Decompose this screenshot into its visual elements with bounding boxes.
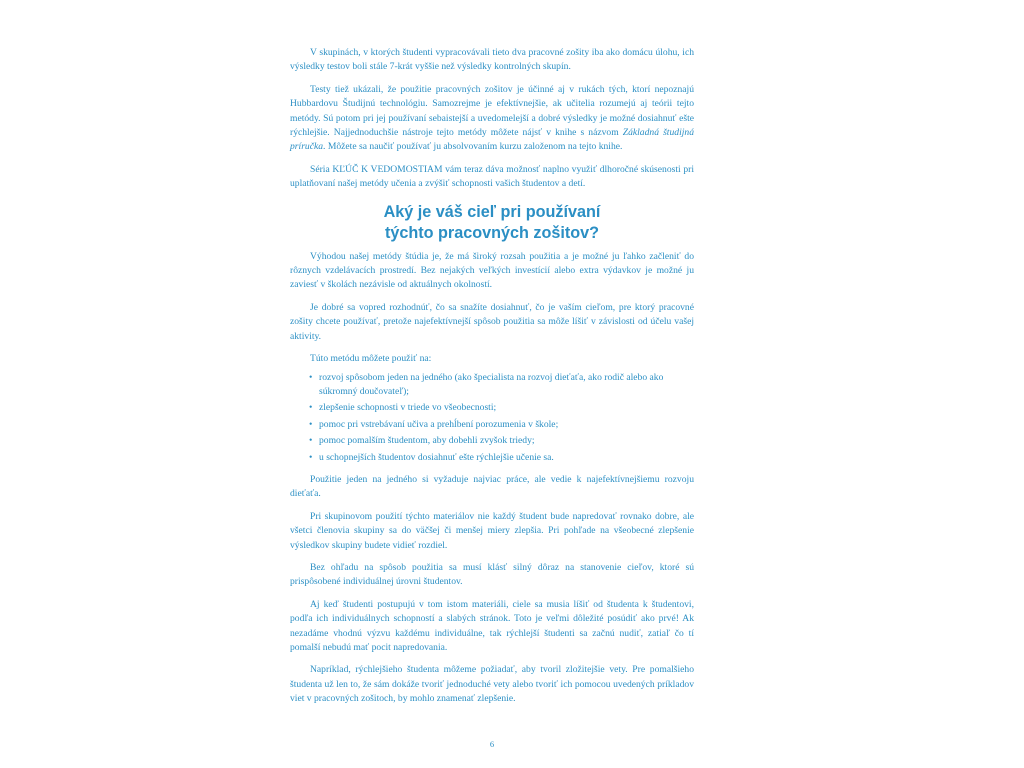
page-number: 6 [489, 739, 495, 749]
bullet-icon: • [309, 418, 313, 430]
bullet-icon: • [309, 402, 313, 414]
usage-list [290, 371, 694, 465]
section-heading-line-2: týchto pracovných zošitov? [384, 223, 600, 242]
list-item [290, 371, 694, 400]
list-item [290, 401, 694, 415]
intro-paragraph-2-text-a: Testy tiež ukázali, že použitie pracovných zošitov je účinné aj v rukách tých, ktorí nepoznajú Hubbardovu Študijnú technológiu. Samozrejme je efektívnejšie, ak učitelia rozumejú aj teórii tejto metódy. Sú potom pri jej používaní sebaistejší a uvedomelejší a dobré výsledky je možné dosiahnuť ešte rýchlejšie. Najjednoduchšie nástroje tejto metódy môžete nájsť v knihe s názvom [290, 83, 694, 139]
section-heading-line-1: Aký je váš cieľ pri používaní [383, 202, 601, 221]
text-column [290, 46, 694, 715]
body-paragraph-4: Použitie jeden na jedného si vyžaduje najviac práce, ale vedie k najefektívnejšiemu rozvoju dieťaťa. [290, 473, 694, 500]
bullet-icon: • [309, 451, 313, 463]
bullet-icon: • [309, 435, 313, 447]
list-item-text: pomoc pomalším študentom, aby dobehli zvyšok triedy; [319, 435, 535, 447]
intro-paragraph-2-text-b: . Môžete sa naučiť používať ju absolvovaním kurzu založenom na tejto knihe. [323, 141, 623, 153]
section-heading [290, 202, 694, 244]
list-item-text: rozvoj spôsobom jeden na jedného (ako špecialista na rozvoj dieťaťa, ako rodič alebo ako súkromný doučovateľ); [319, 371, 664, 397]
body-paragraph-5: Pri skupinovom použití týchto materiálov nie každý študent bude napredovať rovnako dobre, ale všetci členovia skupiny sa do väčšej či menšej miery zlepšia. Pri pohľade na všeobecné zlepšenie výsledkov skupiny budete vidieť rozdiel. [290, 510, 694, 551]
list-item-text: u schopnejších študentov dosiahnuť ešte rýchlejšie učenie sa. [319, 451, 554, 463]
body-paragraph-1: Výhodou našej metódy štúdia je, že má široký rozsah použitia a je možné ju ľahko začleniť do rôznych vzdelávacích prostredí. Bez nejakých veľkých investícií alebo extra výdavkov je možné ju zaviesť v školách nezávisle od aktuálnych okolností. [290, 250, 694, 291]
list-item [290, 451, 694, 465]
list-item [290, 418, 694, 432]
list-item-text: pomoc pri vstrebávaní učiva a prehĺbení porozumenia v škole; [319, 418, 559, 430]
list-item-text: zlepšenie schopnosti v triede vo všeobecnosti; [319, 402, 497, 414]
body-paragraph-2: Je dobré sa vopred rozhodnúť, čo sa snažíte dosiahnuť, čo je vaším cieľom, pre ktorý pracovné zošity chcete používať, pretože najefektívnejší spôsob použitia sa môže líšiť v závislosti od účelu vašej aktivity. [290, 301, 694, 342]
body-paragraph-7: Aj keď študenti postupujú v tom istom materiáli, ciele sa musia líšiť od študenta k študentovi, podľa ich individuálnych schopností a slabých stránok. Toto je veľmi dôležité posúdiť ako prvé! Ak nezadáme vhodnú výzvu každému individuálne, tak rýchlejší študenti sa začnú nudiť, zatiaľ čo tí pomalší nebudú mať pocit napredovania. [290, 598, 694, 653]
book-title: Základná študijná príručka [290, 127, 694, 153]
intro-paragraph-1: V skupinách, v ktorých študenti vypracovávali tieto dva pracovné zošity iba ako domácu úlohu, ich výsledky testov boli stále 7-krát vyššie než výsledky kontrolných skupín. [290, 47, 694, 73]
intro-paragraph-2 [290, 83, 694, 155]
bullet-icon: • [309, 371, 313, 383]
list-intro: Túto metódu môžete použiť na: [310, 353, 432, 365]
intro-paragraph-3: Séria KĽÚČ K VEDOMOSTIAM vám teraz dáva možnosť naplno využiť dlhoročné skúsenosti pri uplatňovaní našej metódy učenia a zvýšiť schopnosti vašich študentov a detí. [290, 163, 694, 190]
body-paragraph-6: Bez ohľadu na spôsob použitia sa musí klásť silný dôraz na stanovenie cieľov, ktoré sú prispôsobené individuálnej úrovni študentov. [290, 561, 694, 588]
body-paragraph-8: Napríklad, rýchlejšieho študenta môžeme požiadať, aby tvoril zložitejšie vety. Pre pomalšieho študenta už len to, že sám dokáže tvoriť jednoduché vety alebo tvoriť ich pomocou uvedených príkladov viet v pracovných zošitoch, by mohlo znamenať zlepšenie. [290, 664, 694, 705]
list-item [290, 434, 694, 448]
